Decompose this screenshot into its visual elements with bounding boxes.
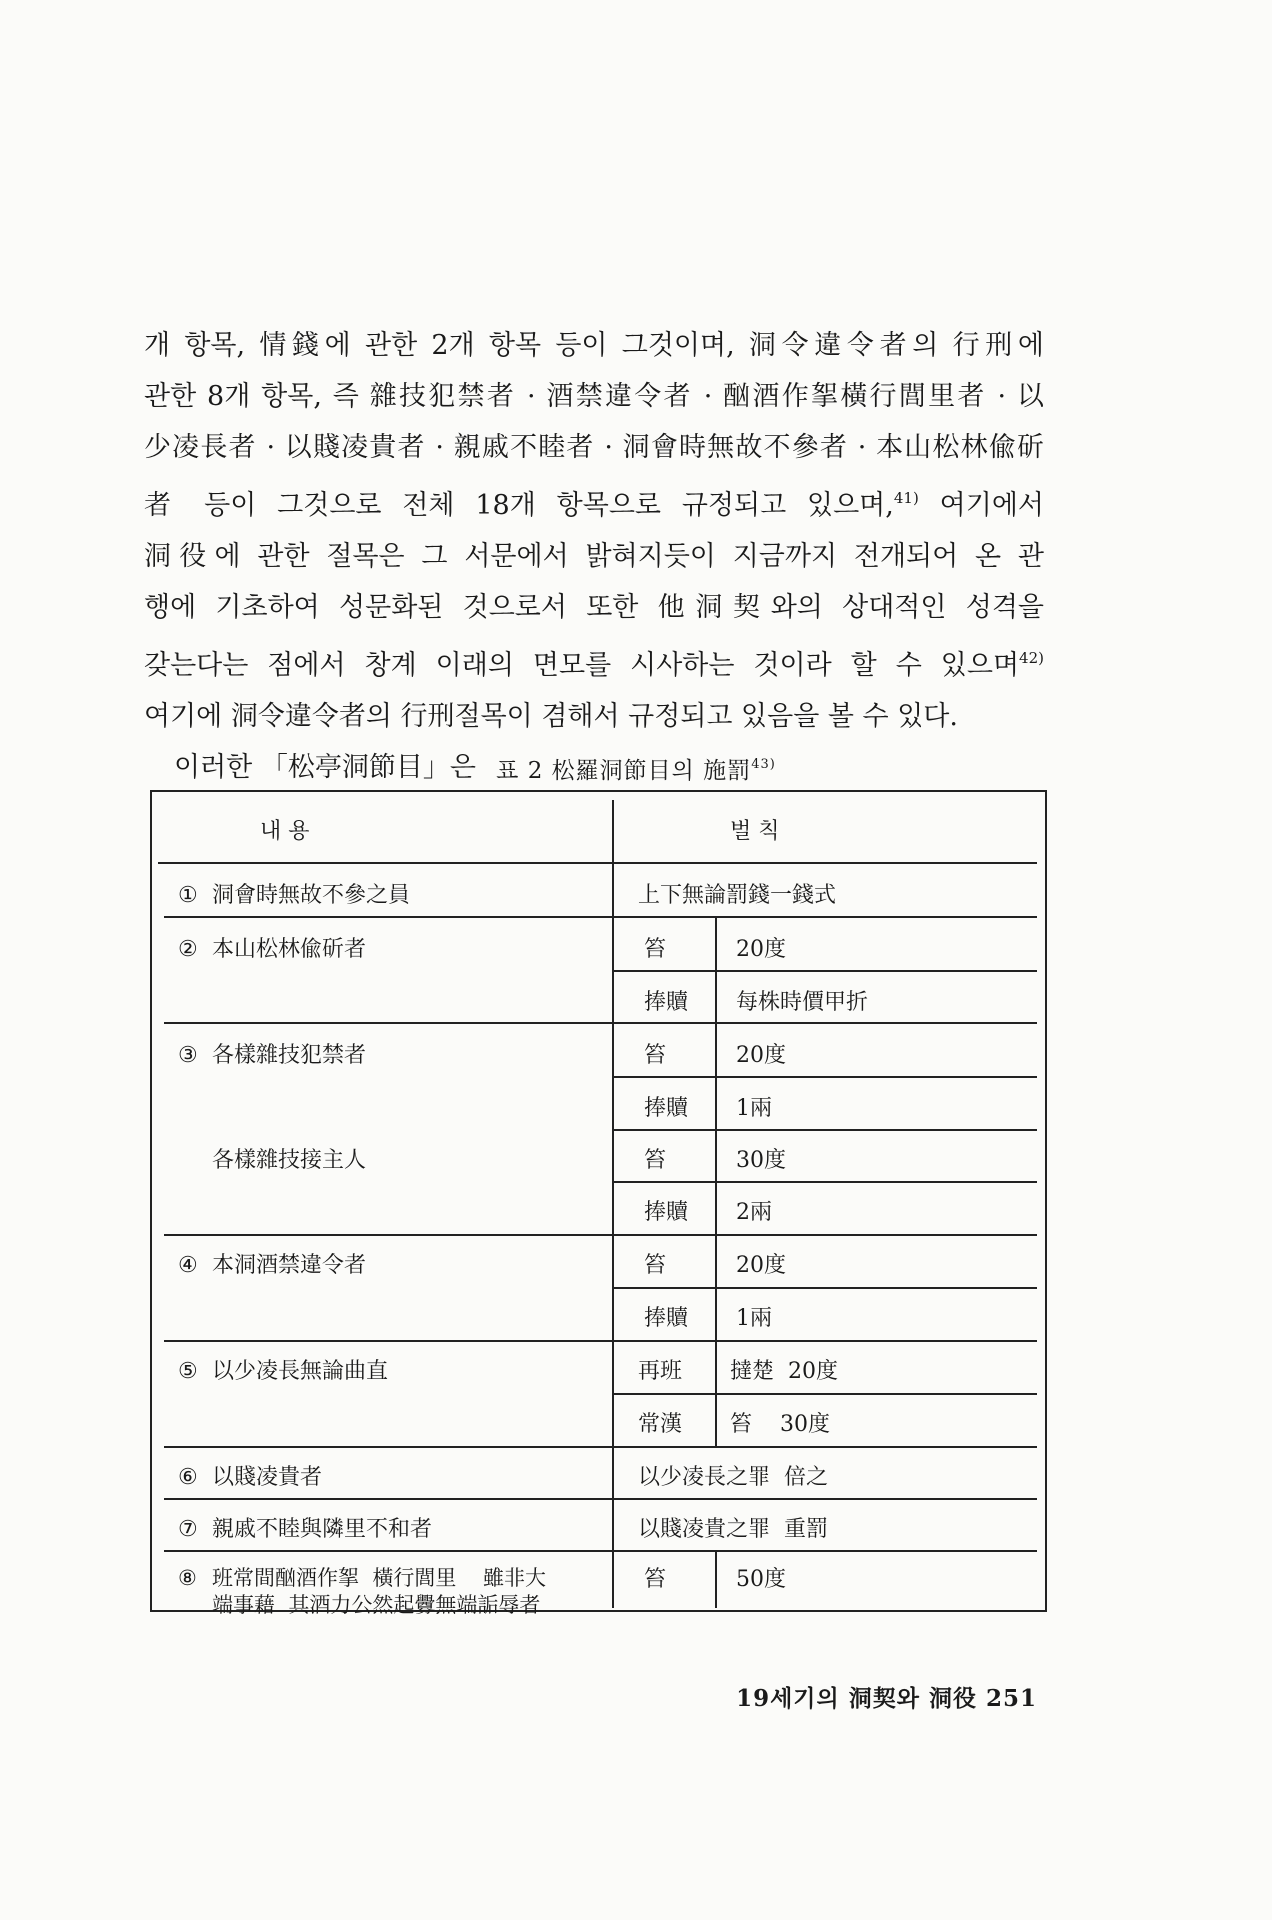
text-line: 개 항목, 情錢에 관한 2개 항목 등이 그것이며, 洞令違令者의 行刑에 — [144, 330, 1044, 361]
divider — [612, 800, 614, 1608]
footnote-ref-42: 42) — [1019, 649, 1044, 667]
row-5-penalty-amount-1: 撻楚 20度 — [730, 1359, 838, 1384]
divider — [612, 1181, 1037, 1183]
text-line: 행에 기초하여 성문화된 것으로서 또한 他洞契와의 상대적인 성격을 — [144, 592, 1044, 623]
row-3-penalty-type-1: 笞 — [644, 1043, 667, 1068]
row-7-content: ⑦ 親戚不睦與隣里不和者 — [178, 1517, 433, 1542]
footnote-ref-43: 43) — [751, 757, 776, 772]
text-line: 여기에 洞令違令者의 行刑절목이 겸해서 규정되고 있음을 볼 수 있다. — [144, 701, 958, 732]
row-3-content: ③ 各樣雜技犯禁者 — [178, 1043, 367, 1068]
divider — [164, 1498, 1037, 1500]
row-3-penalty-amount-1: 20度 — [736, 1043, 786, 1068]
text-line — [144, 633, 1044, 691]
text-line: 이러한 「松亭洞節目」은 — [174, 752, 476, 783]
row-6-content: ⑥ 以賤凌貴者 — [178, 1465, 323, 1490]
body-text — [144, 320, 1044, 793]
row-5-content: ⑤ 以少凌長無論曲直 — [178, 1359, 389, 1384]
row-2-penalty-type-1: 笞 — [644, 937, 667, 962]
divider — [164, 1022, 1037, 1024]
divider — [715, 1022, 717, 1234]
row-3b-penalty-type-1: 笞 — [644, 1148, 667, 1173]
divider — [164, 1446, 1037, 1448]
footnote-ref-41: 41) — [893, 489, 919, 507]
divider — [612, 970, 1037, 972]
row-4-penalty-amount-2: 1兩 — [736, 1306, 772, 1331]
row-5-penalty-type-2: 常漢 — [638, 1412, 683, 1437]
divider — [715, 1550, 717, 1608]
text-segment: 여기에서 — [918, 490, 1044, 521]
row-3b-penalty-amount-1: 30度 — [736, 1148, 786, 1173]
row-1-penalty: 上下無論罰錢一錢式 — [638, 883, 837, 908]
penalty-table — [150, 790, 1047, 1617]
divider — [612, 1129, 1037, 1131]
row-5-penalty-amount-2: 笞 30度 — [730, 1412, 830, 1437]
text-line — [144, 473, 1044, 531]
row-7-penalty: 以賤凌貴之罪 重罰 — [638, 1517, 828, 1542]
row-3-penalty-type-2: 捧贖 — [644, 1096, 689, 1121]
row-2-penalty-amount-1: 20度 — [736, 937, 786, 962]
row-3b-content: 各樣雜技接主人 — [212, 1148, 367, 1173]
row-8-content-line2: 端事藉 其酒力公然起釁無端詬辱者 — [212, 1593, 541, 1617]
row-8-penalty-type: 笞 — [644, 1567, 667, 1592]
divider — [164, 1550, 1037, 1552]
row-3b-penalty-type-2: 捧贖 — [644, 1200, 689, 1225]
row-3b-penalty-amount-2: 2兩 — [736, 1200, 772, 1225]
divider — [164, 1234, 1037, 1236]
row-4-penalty-type-2: 捧贖 — [644, 1306, 689, 1331]
row-2-penalty-type-2: 捧贖 — [644, 990, 689, 1015]
row-8-penalty-amount: 50度 — [736, 1567, 786, 1592]
row-6-penalty: 以少凌長之罪 倍之 — [638, 1465, 828, 1490]
text-line: 洞役에 관한 절목은 그 서문에서 밝혀지듯이 지금까지 전개되어 온 관 — [144, 541, 1044, 572]
row-4-penalty-type-1: 笞 — [644, 1253, 667, 1278]
row-2-content: ② 本山松林偸斫者 — [178, 937, 367, 962]
row-1-content: ① 洞會時無故不參之員 — [178, 883, 411, 908]
divider — [158, 862, 1037, 864]
divider — [164, 1340, 1037, 1342]
row-4-penalty-amount-1: 20度 — [736, 1253, 786, 1278]
divider — [164, 916, 1037, 918]
divider — [612, 1076, 1037, 1078]
divider — [612, 1393, 1037, 1395]
row-2-penalty-amount-2: 每株時價甲折 — [736, 990, 869, 1015]
page-footer: 19세기의 洞契와 洞役 251 — [736, 1685, 1037, 1712]
caption-text: 표 2 松羅洞節目의 施罰 — [496, 758, 752, 784]
header-penalty: 벌 칙 — [730, 819, 780, 844]
divider — [715, 916, 717, 1022]
text-line: 관한 8개 항목, 즉 雜技犯禁者 · 酒禁違令者 · 酗酒作挐橫行閭里者 · 以 — [144, 381, 1044, 412]
row-5-penalty-type-1: 再班 — [638, 1359, 683, 1384]
row-4-content: ④ 本洞酒禁違令者 — [178, 1253, 367, 1278]
row-8-content: ⑧ 班常間酗酒作挐 橫行閭里 雖非大 — [178, 1566, 547, 1590]
divider — [612, 1287, 1037, 1289]
header-content: 내 용 — [260, 819, 310, 844]
text-segment: 者 등이 그것으로 전체 18개 항목으로 규정되고 있으며, — [144, 490, 894, 521]
text-segment: 갖는다는 점에서 창계 이래의 면모를 시사하는 것이라 할 수 있으며 — [144, 650, 1020, 681]
text-line: 少凌長者 · 以賤凌貴者 · 親戚不睦者 · 洞會時無故不參者 · 本山松林偸斫 — [144, 432, 1044, 463]
row-3-penalty-amount-2: 1兩 — [736, 1096, 772, 1121]
table-caption — [0, 752, 1272, 785]
